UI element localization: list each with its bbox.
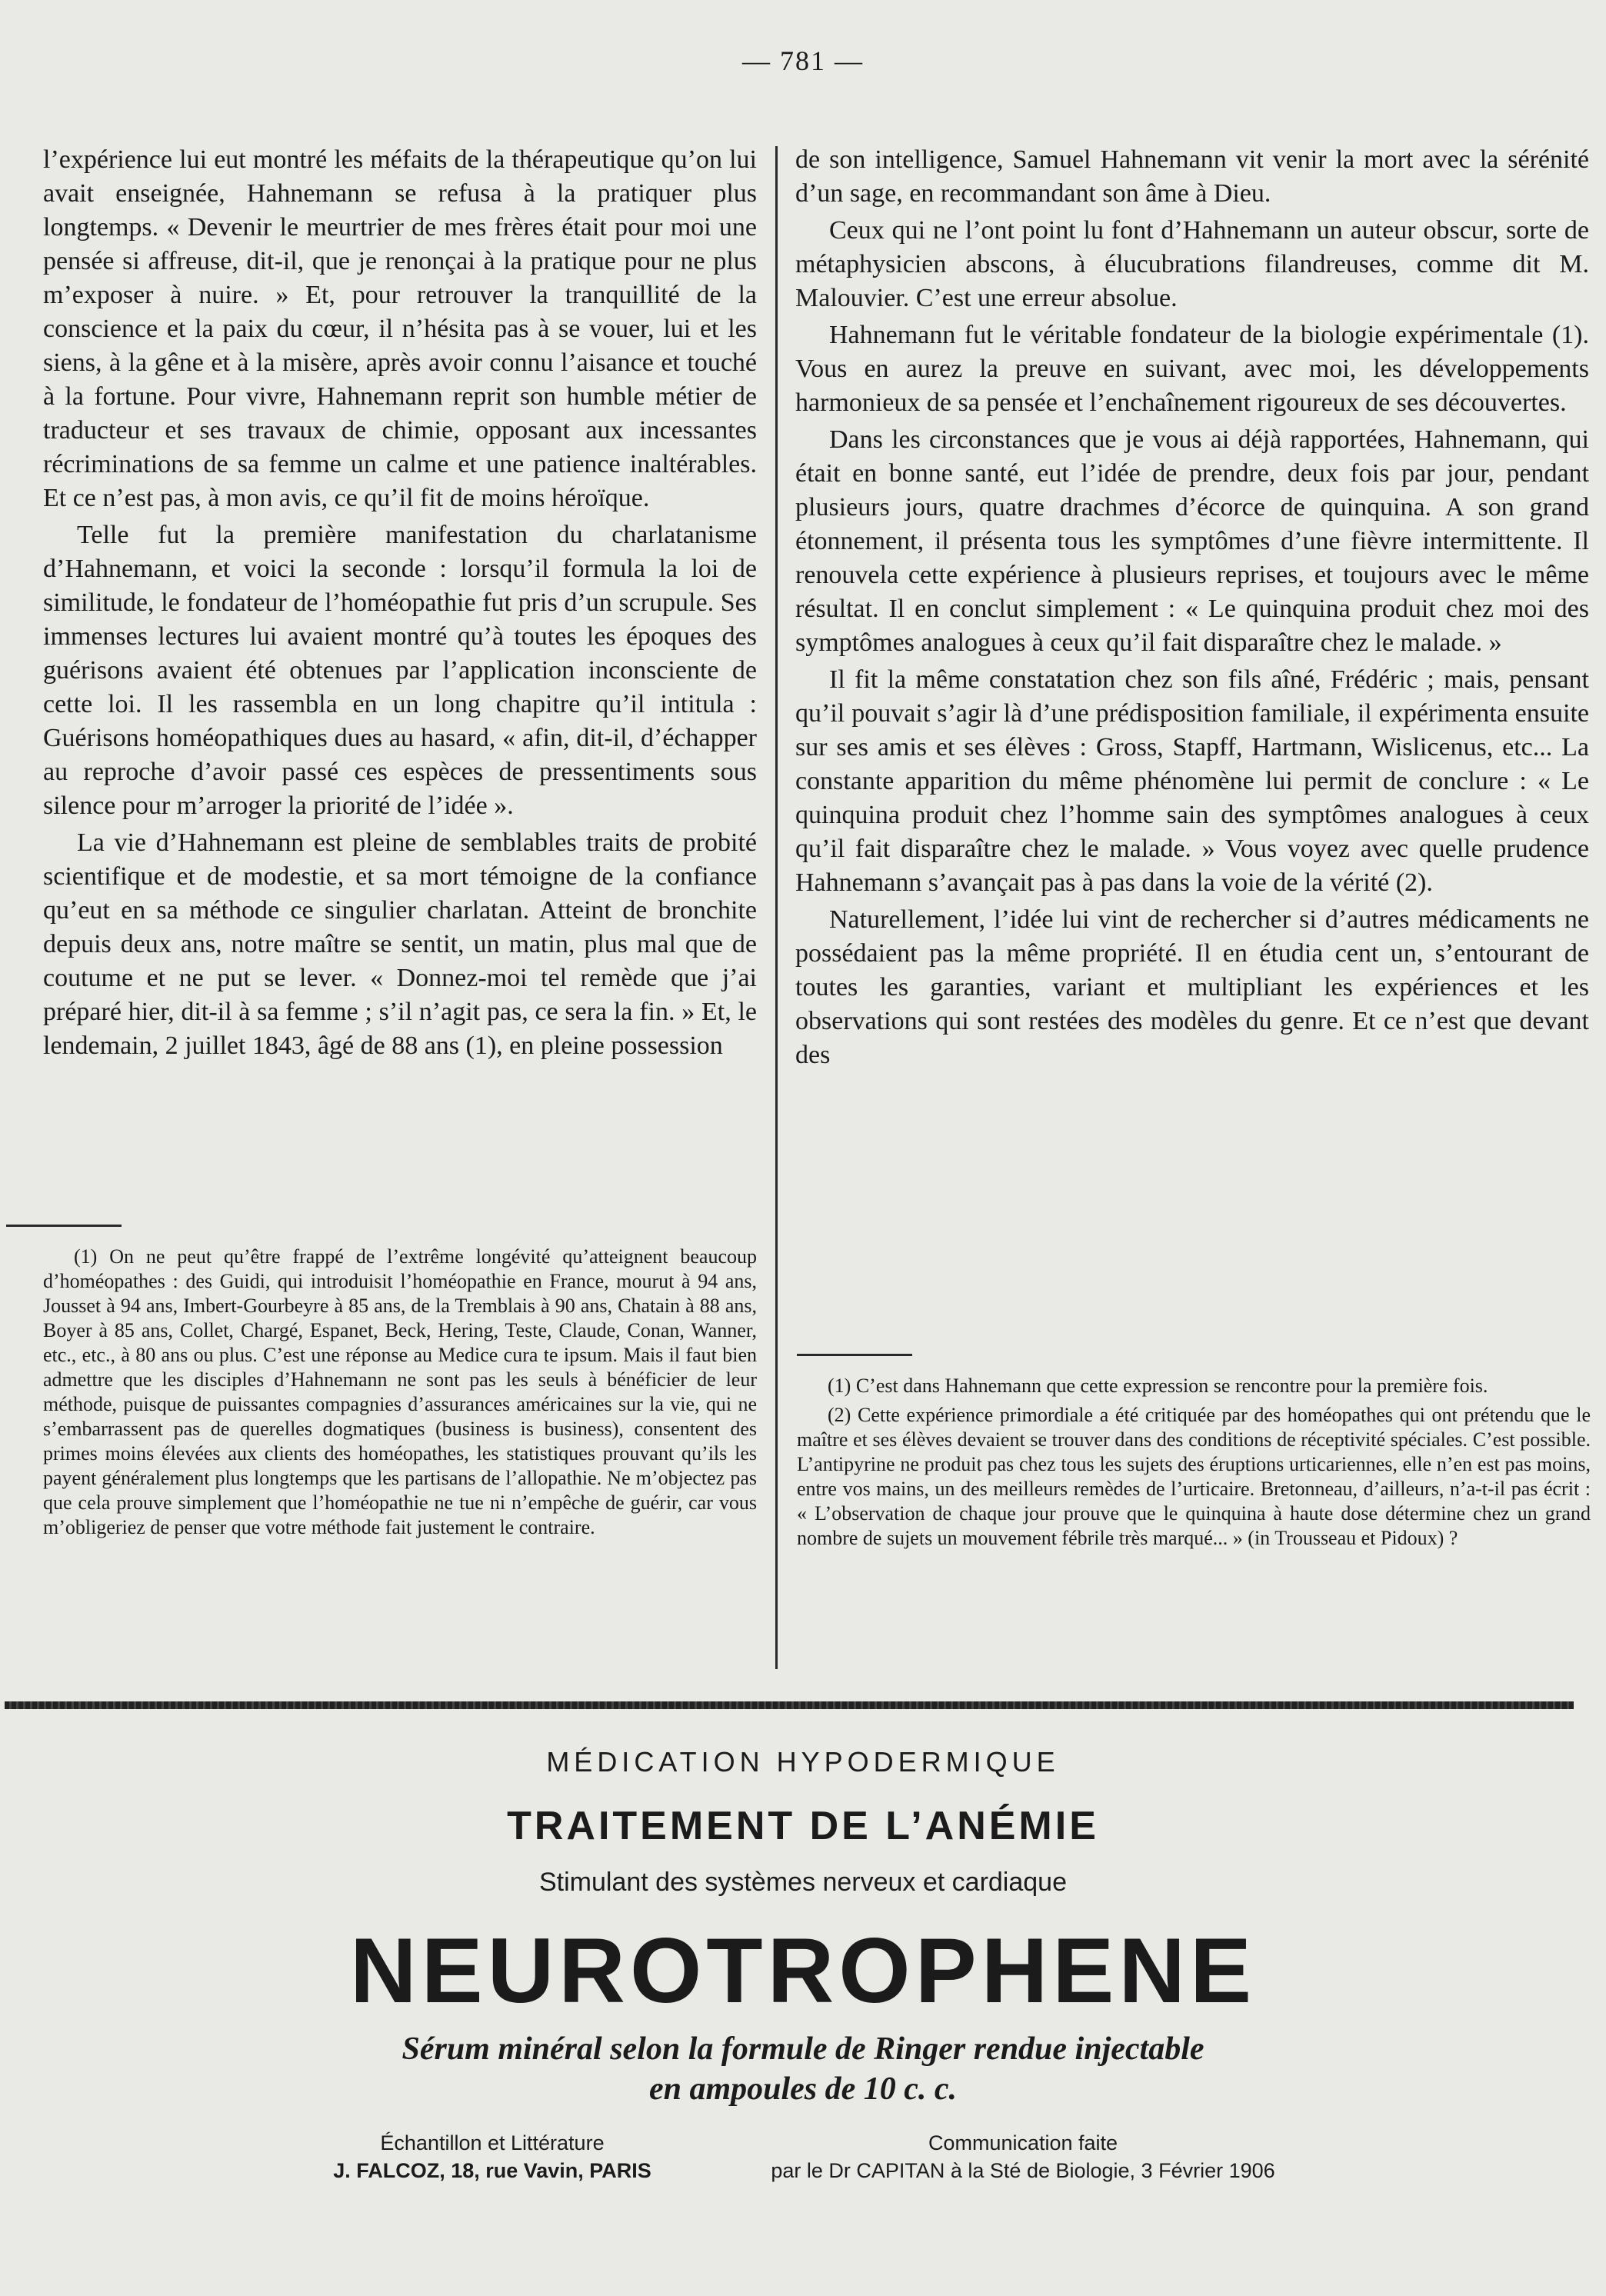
column-divider: [775, 146, 778, 1669]
left-paragraph-1: l’expérience lui eut montré les méfaits de la thérapeutique qu’on lui avait enseignée, Hahnemann se refusa à la pratiquer plus longtemps. « Devenir le meurtrier de mes frères était pour moi une pensée si affreuse, dit-il, que je renonçai à la pratique pour ne plus m’exposer à nuire. » Et, pour retrouver la tranquillité de la conscience et la paix du cœur, il n’hésita pas à se vouer, lui et les siens, à la gêne et à la misère, après avoir connu l’aisance et touché à la fortune. Pour vivre, Hahnemann reprit son humble métier de traducteur et ses travaux de chimie, opposant aux incessantes récriminations de sa femme un calme et une patience inaltérables. Et ce n’est pas, à mon avis, ce qu’il fit de moins héroïque.: [43, 145, 757, 512]
ad-footer-right-line-2: par le Dr CAPITAN à la Sté de Biologie, 3 Février 1906: [771, 2159, 1275, 2182]
right-footnote-2: (2) Cette expérience primordiale a été critiquée par des homéopathes qui ont prétendu que le maître et ses élèves devaient se trouver dans des conditions de réceptivité spéciales. C’est possible. L’antipyrine ne produit pas chez tous les sujets des éruptions urticariennes, elle n’en est pas moins, entre vos mains, un des meilleurs remèdes de l’urticaire. Bretonneau, d’ailleurs, n’a-t-il pas écrit : « L’observation de chaque jour prouve que le quinquina à haute dose détermine chez un grand nombre de sujets un mouvement fébrile très marqué... » (in Trousseau et Pidoux) ?: [797, 1404, 1591, 1549]
ad-title: TRAITEMENT DE L’ANÉMIE: [507, 1804, 1099, 1848]
page-number: — 781 —: [742, 45, 864, 76]
advertisement-separator: [5, 1701, 1574, 1709]
ad-footer-left-line-2: J. FALCOZ, 18, rue Vavin, PARIS: [333, 2159, 651, 2182]
left-footnote-rule: [6, 1225, 122, 1227]
ad-footer-left: [292, 2129, 692, 2184]
right-column: [795, 143, 1589, 1075]
right-paragraph-3: Hahnemann fut le véritable fondateur de la biologie expérimentale (1). Vous en aurez la preuve en suivant, avec moi, les développements harmonieux de sa pensée et l’enchaînement rigoureux de ses découvertes.: [795, 321, 1589, 417]
ad-top-line: MÉDICATION HYPODERMIQUE: [546, 1746, 1060, 1778]
ad-footer-right-line-1: Communication faite: [928, 2131, 1118, 2154]
right-footnotes: [797, 1374, 1591, 1555]
ad-description-line-2: en ampoules de 10 c. c.: [648, 2071, 958, 2107]
right-paragraph-6: Naturellement, l’idée lui vint de rechercher si d’autres médicaments ne possédaient pas la même propriété. Il en étudia cent un, s’entourant de toutes les garanties, variant et multipliant les expériences et les observations qui sont restées des modèles du genre. Et ce n’est que devant des: [795, 905, 1589, 1069]
right-paragraph-4: Dans les circonstances que je vous ai déjà rapportées, Hahnemann, qui était en bonne santé, eut l’idée de prendre, deux fois par jour, pendant plusieurs jours, quatre drachmes d’écorce de quinquina. A son grand étonnement, il présenta tous les symptômes d’une fièvre intermittente. Il renouvela cette expérience à plusieurs reprises, et toujours avec le même résultat. Il en conclut simplement : « Le quinquina produit chez moi des symptômes analogues à ceux qu’il fait disparaître chez le malade. »: [795, 425, 1589, 657]
right-paragraph-1: de son intelligence, Samuel Hahnemann vit venir la mort avec la sérénité d’un sage, en recommandant son âme à Dieu.: [795, 145, 1589, 208]
ad-footer-right: [723, 2129, 1323, 2184]
right-paragraph-5: Il fit la même constatation chez son fils aîné, Frédéric ; mais, pensant qu’il pouvait s’agir là d’une prédisposition familiale, il expérimenta ensuite sur ses amis et ses élèves : Gross, Stapff, Hartmann, Wislicenus, etc... La constante apparition du même phénomène lui permit de conclure : « Le quinquina produit chez l’homme sain des symptômes analogues à ceux qu’il fait disparaître chez le malade. » Vous voyez avec quelle prudence Hahnemann s’avançait pas à pas dans la voie de la vérité (2).: [795, 665, 1589, 897]
ad-description-line-1: Sérum minéral selon la formule de Ringer rendue injectable: [402, 2031, 1204, 2067]
right-footnote-1: (1) C’est dans Hahnemann que cette expression se rencontre pour la première fois.: [828, 1375, 1488, 1397]
left-footnote-1: (1) On ne peut qu’être frappé de l’extrême longévité qu’atteignent beaucoup d’homéopathes : des Guidi, qui introduisit l’homéopathie en France, mourut à 94 ans, Jousset à 94 ans, Imbert-Gourbeyre à 85 ans, de la Tremblais à 90 ans, Chatain à 88 ans, Boyer à 85 ans, Collet, Chargé, Espanet, Beck, Hering, Teste, Claude, Conan, Wanner, etc., etc., à 80 ans ou plus. C’est une réponse au Medice cura te ipsum. Mais il faut bien admettre que les disciples d’Hahnemann ne sont pas les seuls à bénéficier de leur méthode, puisque de puissantes compagnies d’assurances américaines sur la vie, qui ne s’embarrassent pas de querelles dogmatiques (business is business), consentent des primes moins élevées aux clients des homéopathes, les statistiques prouvant qu’ils les payent généralement plus longtemps que les partisans de l’allopathie. Ne m’objectez pas que cela prouve simplement que l’homéopathie ne tue ni n’empêche de guérir, car vous m’obligeriez de penser que votre méthode fait justement le contraire.: [43, 1245, 757, 1538]
left-column: [43, 143, 757, 1066]
right-footnote-rule: [797, 1354, 912, 1356]
left-paragraph-3: La vie d’Hahnemann est pleine de semblables traits de probité scientifique et de modestie, et sa mort témoigne de la confiance qu’eut en sa méthode ce singulier charlatan. Atteint de bronchite depuis deux ans, notre maître se sentit, un matin, plus mal que de coutume et ne put se lever. « Donnez-moi tel remède que j’ai préparé hier, dit-il à sa femme ; s’il n’agit pas, ce sera la fin. » Et, le lendemain, 2 juillet 1843, âgé de 88 ans (1), en pleine possession: [43, 828, 757, 1060]
ad-brand-name: NEUROTROPHENE: [349, 1919, 1257, 2022]
left-footnotes: [43, 1245, 757, 1545]
right-paragraph-2: Ceux qui ne l’ont point lu font d’Hahnemann un auteur obscur, sorte de métaphysicien abscons, à élucubrations filandreuses, comme dit M. Malouvier. C’est une erreur absolue.: [795, 216, 1589, 312]
ad-footer-left-line-1: Échantillon et Littérature: [380, 2131, 605, 2154]
left-paragraph-2: Telle fut la première manifestation du charlatanisme d’Hahnemann, et voici la seconde : lorsqu’il formula la loi de similitude, le fondateur de l’homéopathie fut pris d’un scrupule. Ses immenses lectures lui avaient montré qu’à toutes les époques des guérisons avaient été obtenues par l’application inconsciente de cette loi. Il les rassembla en un long chapitre qu’il intitula : Guérisons homéopathiques dues au hasard, « afin, dit-il, d’échapper au reproche d’avoir passé ces espèces de pressentiments sous silence pour m’arroger la priorité de l’idée ».: [43, 521, 757, 820]
ad-subtitle: Stimulant des systèmes nerveux et cardiaque: [538, 1868, 1067, 1897]
